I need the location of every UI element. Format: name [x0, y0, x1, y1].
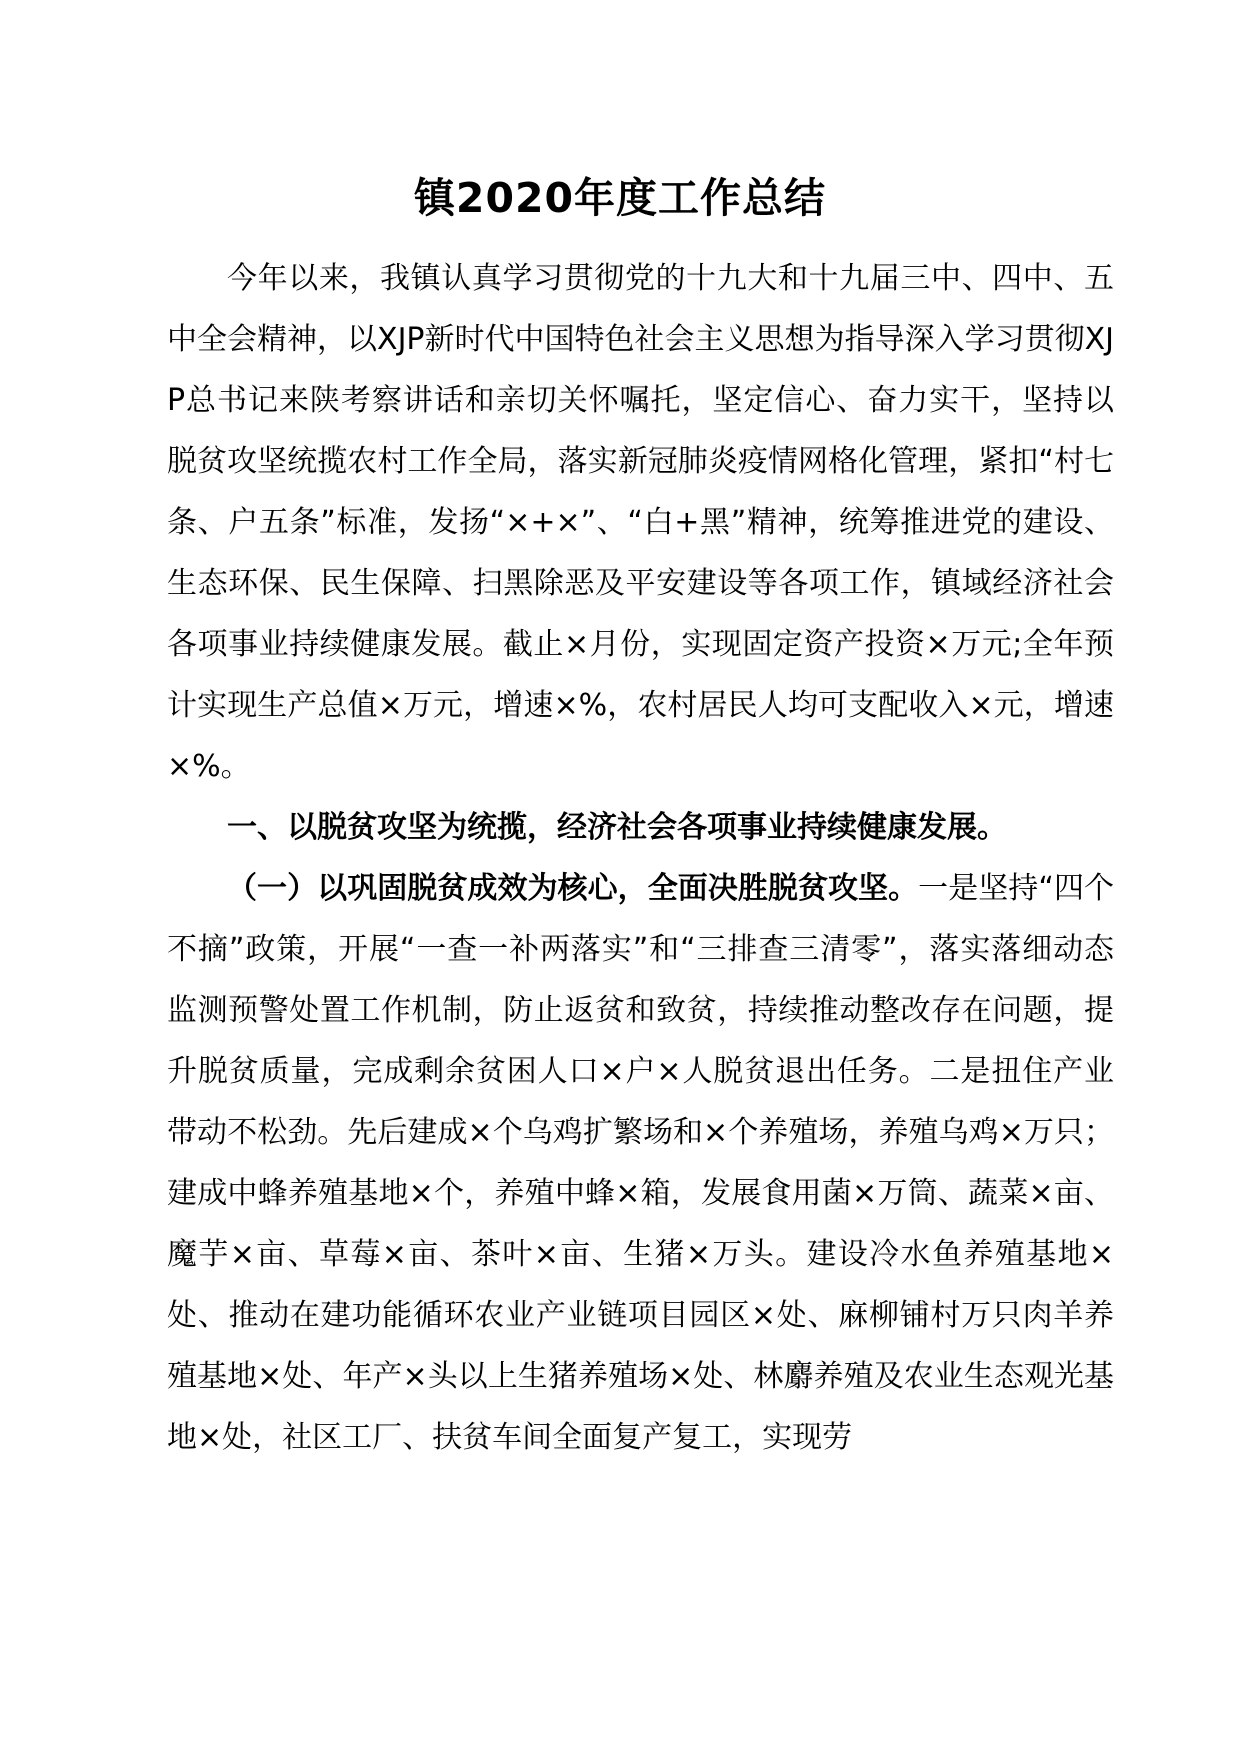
document-body — [167, 248, 1114, 1468]
subsection-lead-1: （一）以巩固脱贫成效为核心，全面决胜脱贫攻坚。 — [227, 871, 919, 906]
intro-paragraph: 今年以来，我镇认真学习贯彻党的十九大和十九届三中、四中、五中全会精神，以XJP新时代中国特色社会主义思想为指导深入学习贯彻XJP总书记来陕考察讲话和亲切关怀嘱托，坚定信心、奋力实干，坚持以脱贫攻坚统揽农村工作全局，落实新冠肺炎疫情网格化管理，紧扣“村七条、户五条”标准，发扬“×+×”、“白+黑”精神，统筹推进党的建设、生态环保、民生保障、扫黑除恶及平安建设等各项工作，镇域经济社会各项事业持续健康发展。截止×月份，实现固定资产投资×万元;全年预计实现生产总值×万元，增速×%，农村居民人均可支配收入×元，增速×%。 — [167, 261, 1114, 784]
subsection-body-1: 一是坚持“四个不摘”政策，开展“一查一补两落实”和“三排查三清零”，落实落细动态监测预警处置工作机制，防止返贫和致贫，持续推动整改存在问题，提升脱贫质量，完成剩余贫困人口×户×人脱贫退出任务。二是扭住产业带动不松劲。先后建成×个乌鸡扩繁场和×个养殖场，养殖乌鸡×万只；建成中蜂养殖基地×个，养殖中蜂×箱，发展食用菌×万筒、蔬菜×亩、魔芋×亩、草莓×亩、茶叶×亩、生猪×万头。建设冷水鱼养殖基地×处、推动在建功能循环农业产业链项目园区×处、麻柳铺村万只肉羊养殖基地×处、年产×头以上生猪养殖场×处、林麝养殖及农业生态观光基地×处，社区工厂、扶贫车间全面复产复工，实现劳 — [167, 871, 1114, 1455]
document-title: 镇2020年度工作总结 — [413, 174, 827, 222]
section-heading-1: 一、以脱贫攻坚为统揽，经济社会各项事业持续健康发展。 — [227, 810, 1007, 845]
subsection-paragraph-1 — [167, 858, 1114, 1468]
